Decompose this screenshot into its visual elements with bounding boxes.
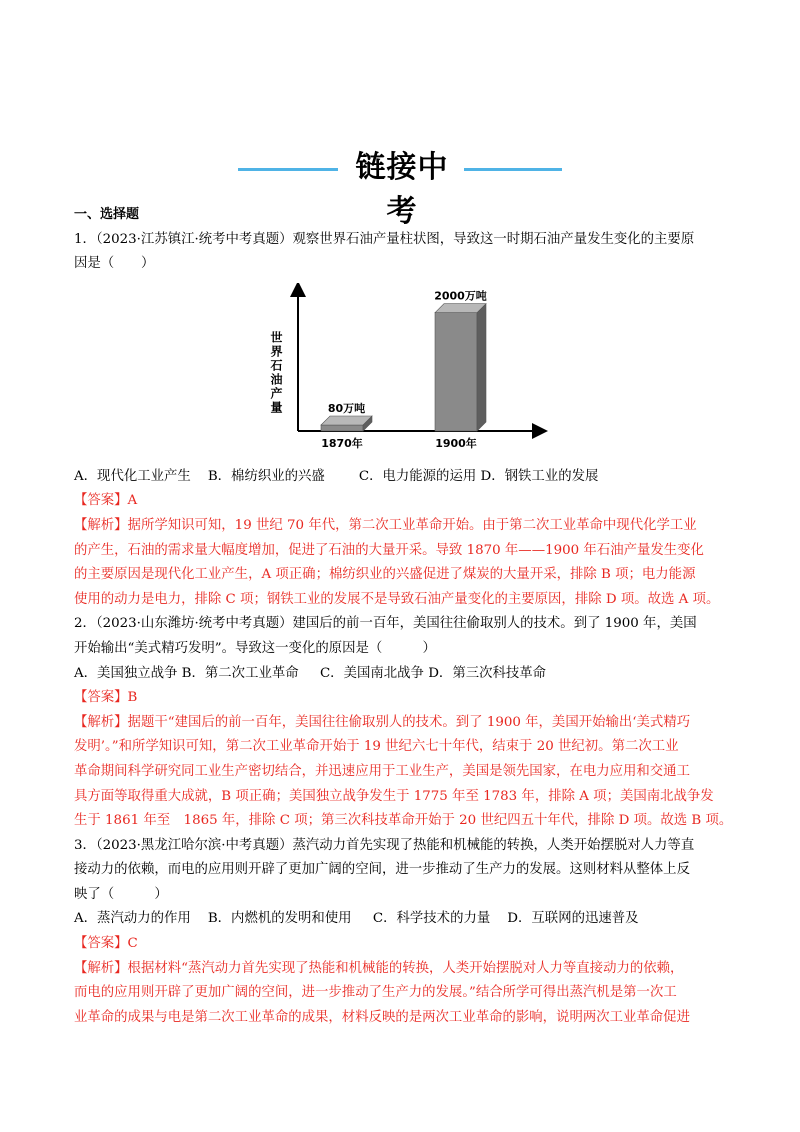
q2-option-a[interactable]: A．美国独立战争 — [74, 665, 178, 681]
q2-stem-line1: 2．（2023·山东潍坊·统考中考真题）建国后的前一百年，美国往往偷取别人的技术。到了 1900 年，美国 — [74, 616, 697, 632]
q1-analysis — [74, 514, 734, 612]
q2-answer: 【答案】B — [74, 690, 138, 706]
q1-stem-line2: 因是（ ） — [74, 256, 155, 272]
q1-answer: 【答案】A — [74, 493, 138, 509]
q1-option-c[interactable]: C．电力能源的运用 — [358, 468, 477, 484]
q2-stem-line2: 开始输出“美式精巧发明”。导致这一变化的原因是（ ） — [74, 640, 436, 656]
q3-option-b[interactable]: B．内燃机的发明和使用 — [207, 911, 352, 927]
q3-analysis — [74, 957, 734, 1031]
bar-data-label: 80万吨 — [327, 401, 366, 415]
q1-analysis-line: 的主要原因是现代化工业产生，A 项正确；棉纺织业的兴盛促进了煤炭的大量开采，排除 B 项；电力能源 — [74, 567, 696, 583]
q1-option-a[interactable]: A．现代化工业产生 — [74, 468, 191, 484]
q1-option-b[interactable]: B．棉纺织业的兴盛 — [207, 468, 325, 484]
q3-stem-line: 接动力的依赖，而电的应用则开辟了更加广阔的空间，进一步推动了生产力的发展。这则材料从整体上反 — [74, 862, 690, 878]
q2-analysis-line: 【解析】据题干“建国后的前一百年，美国往往偷取别人的技术。到了 1900 年，美国开始输出‘美式精巧 — [74, 714, 691, 730]
bar-top — [321, 416, 372, 425]
section-heading: 一、选择题 — [74, 207, 140, 222]
q3-stem-line: 3．（2023·黑龙江哈尔滨·中考真题）蒸汽动力首先实现了热能和机械能的转换，人类开始摆脱对人力等直 — [74, 837, 695, 853]
x-tick-label: 1900年 — [435, 436, 477, 450]
bar-data-label: 2000万吨 — [434, 289, 487, 303]
q3-option-d[interactable]: D．互联网的迅速普及 — [507, 911, 639, 927]
q2-option-c[interactable]: C．美国南北战争 — [319, 665, 424, 681]
title-line-right — [464, 168, 562, 171]
q3-options — [74, 907, 734, 932]
q3-analysis-line: 业革命的成果与电是第二次工业革命的成果，材料反映的是两次工业革命的影响，说明两次工业革命促进 — [74, 1009, 690, 1025]
q3-answer: 【答案】C — [74, 936, 138, 952]
y-axis-label: 世界石油产量 — [269, 330, 283, 415]
title-line-left — [238, 168, 338, 171]
q3-option-c[interactable]: C．科学技术的力量 — [372, 911, 491, 927]
q2-analysis — [74, 711, 734, 834]
q2-analysis-line: 生于 1861 年至 1865 年，排除 C 项；第三次科技革命开始于 20 世纪四五十年代，排除 D 项。故选 B 项。 — [74, 813, 733, 829]
q3-analysis-line: 【解析】根据材料“蒸汽动力首先实现了热能和机械能的转换，人类开始摆脱对人力等直接动力的依赖， — [74, 960, 684, 976]
bar-front — [321, 425, 363, 431]
q1-stem-line1: 1．（2023·江苏镇江·统考中考真题）观察世界石油产量柱状图，导致这一时期石油产量发生变化的主要原 — [74, 231, 695, 247]
q2-options — [74, 662, 734, 687]
bar-chart-svg — [254, 283, 554, 461]
bar-top — [435, 303, 486, 312]
q3-analysis-line: 而电的应用则开辟了更加广阔的空间，进一步推动了生产力的发展。”结合所学可得出蒸汽机是第一次工 — [74, 985, 677, 1001]
q3-option-a[interactable]: A．蒸汽动力的作用 — [74, 911, 191, 927]
q2-analysis-line: 具方面等取得重大成就，B 项正确；美国独立战争发生于 1775 年至 1783 年，排除 A 项；美国南北战争发 — [74, 788, 714, 804]
q1-analysis-line: 的产生，石油的需求量大幅度增加，促进了石油的大量开采。导致 1870 年——1900 年石油产量发生变化 — [74, 542, 704, 558]
q2-option-b[interactable]: B．第二次工业革命 — [181, 665, 299, 681]
q1-option-d[interactable]: D．钢铁工业的发展 — [480, 468, 599, 484]
q1-options — [74, 465, 734, 490]
q3-stem-line: 映了（ ） — [74, 886, 168, 902]
document-body — [74, 203, 734, 1030]
bar-side — [477, 303, 486, 430]
q1-analysis-line: 使用的动力是电力，排除 C 项；钢铁工业的发展不是导致石油产量变化的主要原因，排除 D 项。故选 A 项。 — [74, 591, 720, 607]
q1-analysis-line: 【解析】据所学知识可知，19 世纪 70 年代，第二次工业革命开始。由于第二次工业革命中现代化学工业 — [74, 517, 697, 533]
x-tick-label: 1870年 — [321, 436, 363, 450]
title-text: 链接中考 — [355, 150, 449, 229]
q2-option-d[interactable]: D．第三次科技革命 — [428, 665, 547, 681]
q2-analysis-line: 发明’。”和所学知识可知，第二次工业革命开始于 19 世纪六七十年代，结束于 20 世纪初。第二次工业 — [74, 739, 679, 755]
bar-front — [435, 312, 477, 430]
q2-analysis-line: 革命期间科学研究同工业生产密切结合，并迅速应用于工业生产，美国是领先国家，在电力应用和交通工 — [74, 763, 690, 779]
oil-production-chart — [74, 277, 734, 465]
